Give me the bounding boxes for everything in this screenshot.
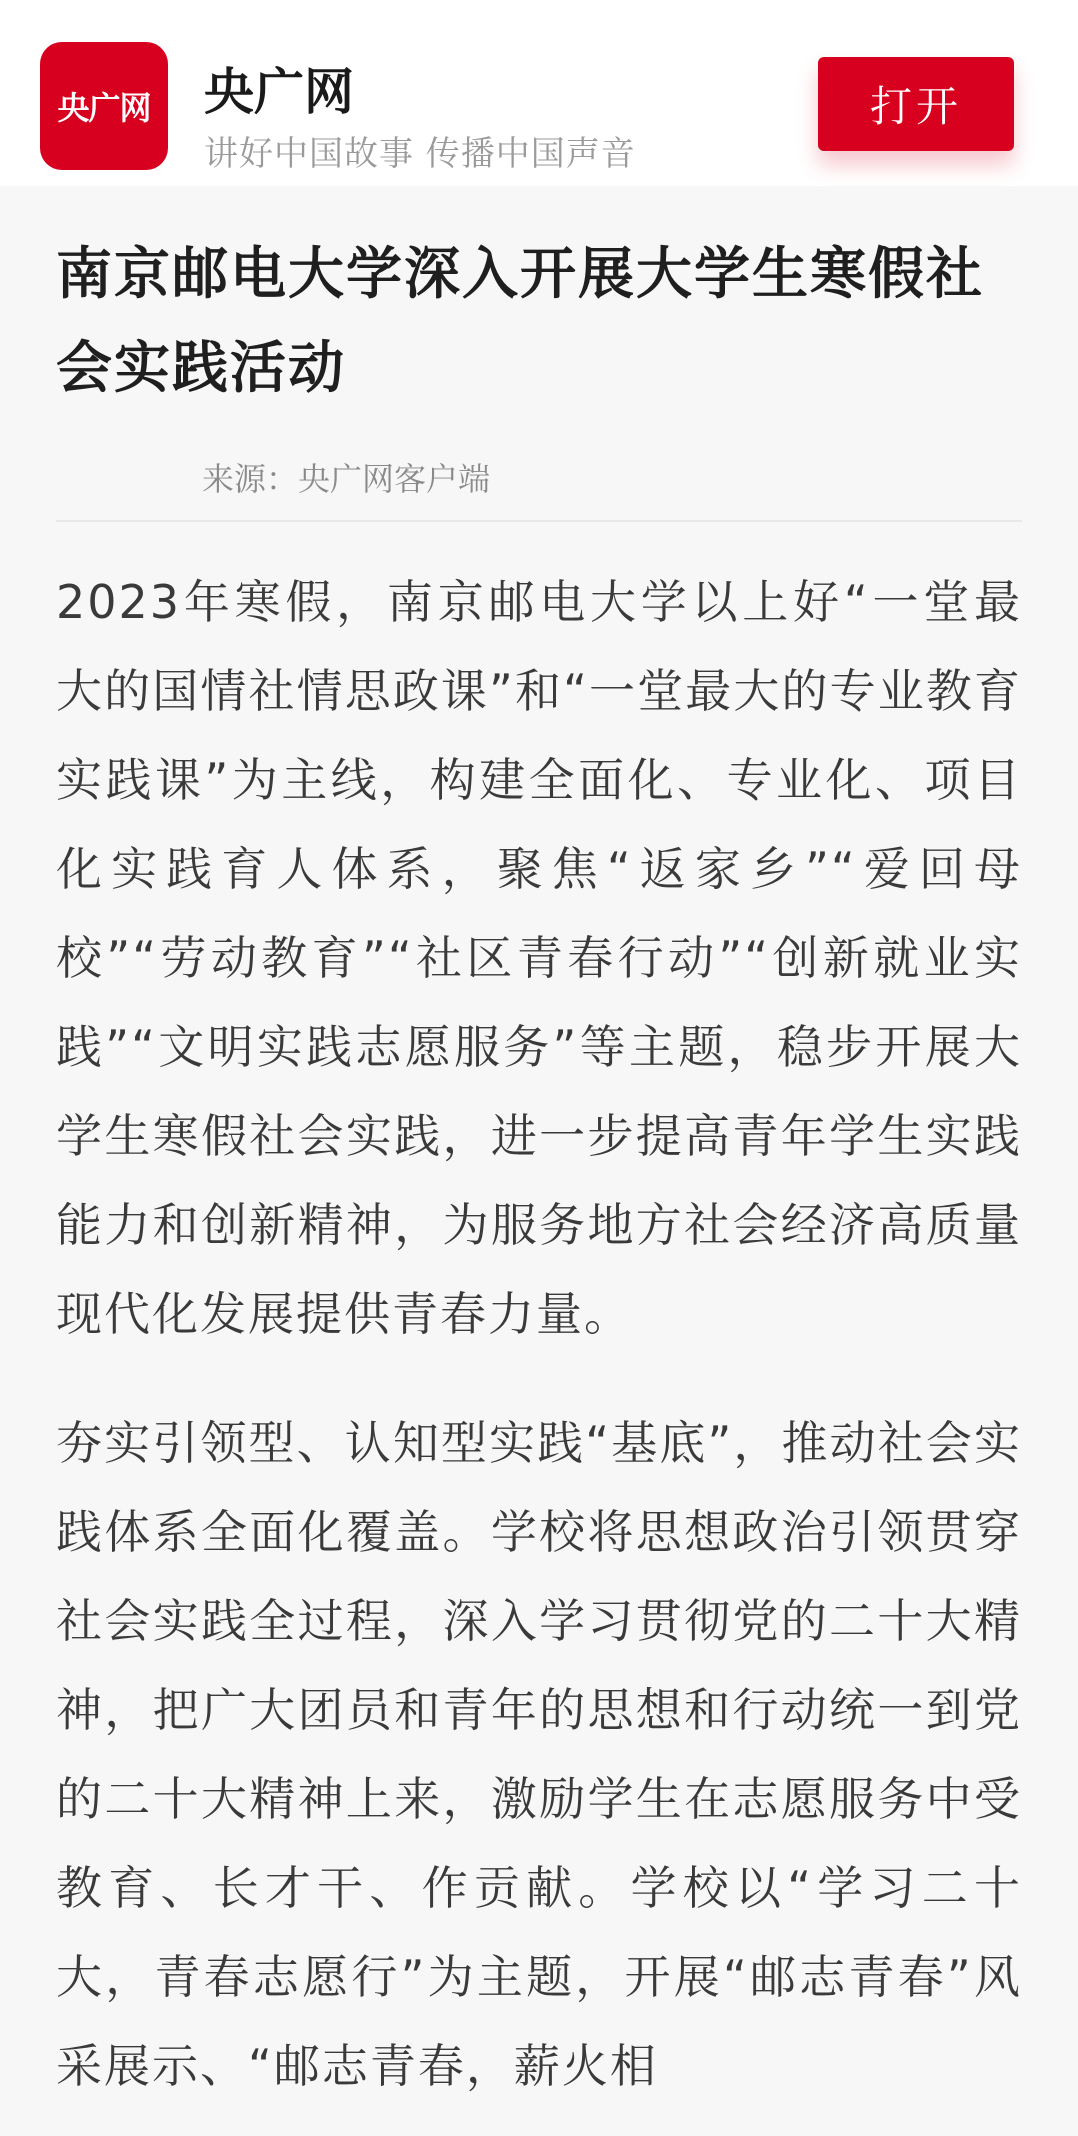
app-banner: [0, 0, 1078, 186]
article-title: 南京邮电大学深入开展大学生寒假社会实践活动: [56, 242, 984, 401]
divider: [56, 520, 1022, 522]
app-name: 央广网: [204, 63, 354, 121]
open-app-button[interactable]: 打开: [818, 57, 1014, 151]
article-paragraph: 2023年寒假，南京邮电大学以上好“一堂最大的国情社情思政课”和“一堂最大的专业教育实践课”为主线，构建全面化、专业化、项目化实践育人体系，聚焦“返家乡”“爱回母校”“劳动教育”“社区青春行动”“创新就业实践”“文明实践志愿服务”等主题，稳步开展大学生寒假社会实践，进一步提高青年学生实践能力和创新精神，为服务地方社会经济高质量现代化发展提供青春力量。: [56, 575, 1022, 1341]
article-source: 来源：央广网客户端: [202, 460, 491, 498]
article-paragraph: 夯实引领型、认知型实践“基底”，推动社会实践体系全面化覆盖。学校将思想政治引领贯穿社会实践全过程，深入学习贯彻党的二十大精神，把广大团员和青年的思想和行动统一到党的二十大精神上来，激励学生在志愿服务中受教育、长才干、作贡献。学校以“学习二十大，青春志愿行”为主题，开展“邮志青春”风采展示、“邮志青春，薪火相: [56, 1416, 1022, 2093]
app-slogan: 讲好中国故事 传播中国声音: [204, 134, 636, 174]
app-logo[interactable]: 央广网: [40, 42, 168, 170]
article: [0, 228, 1078, 2111]
